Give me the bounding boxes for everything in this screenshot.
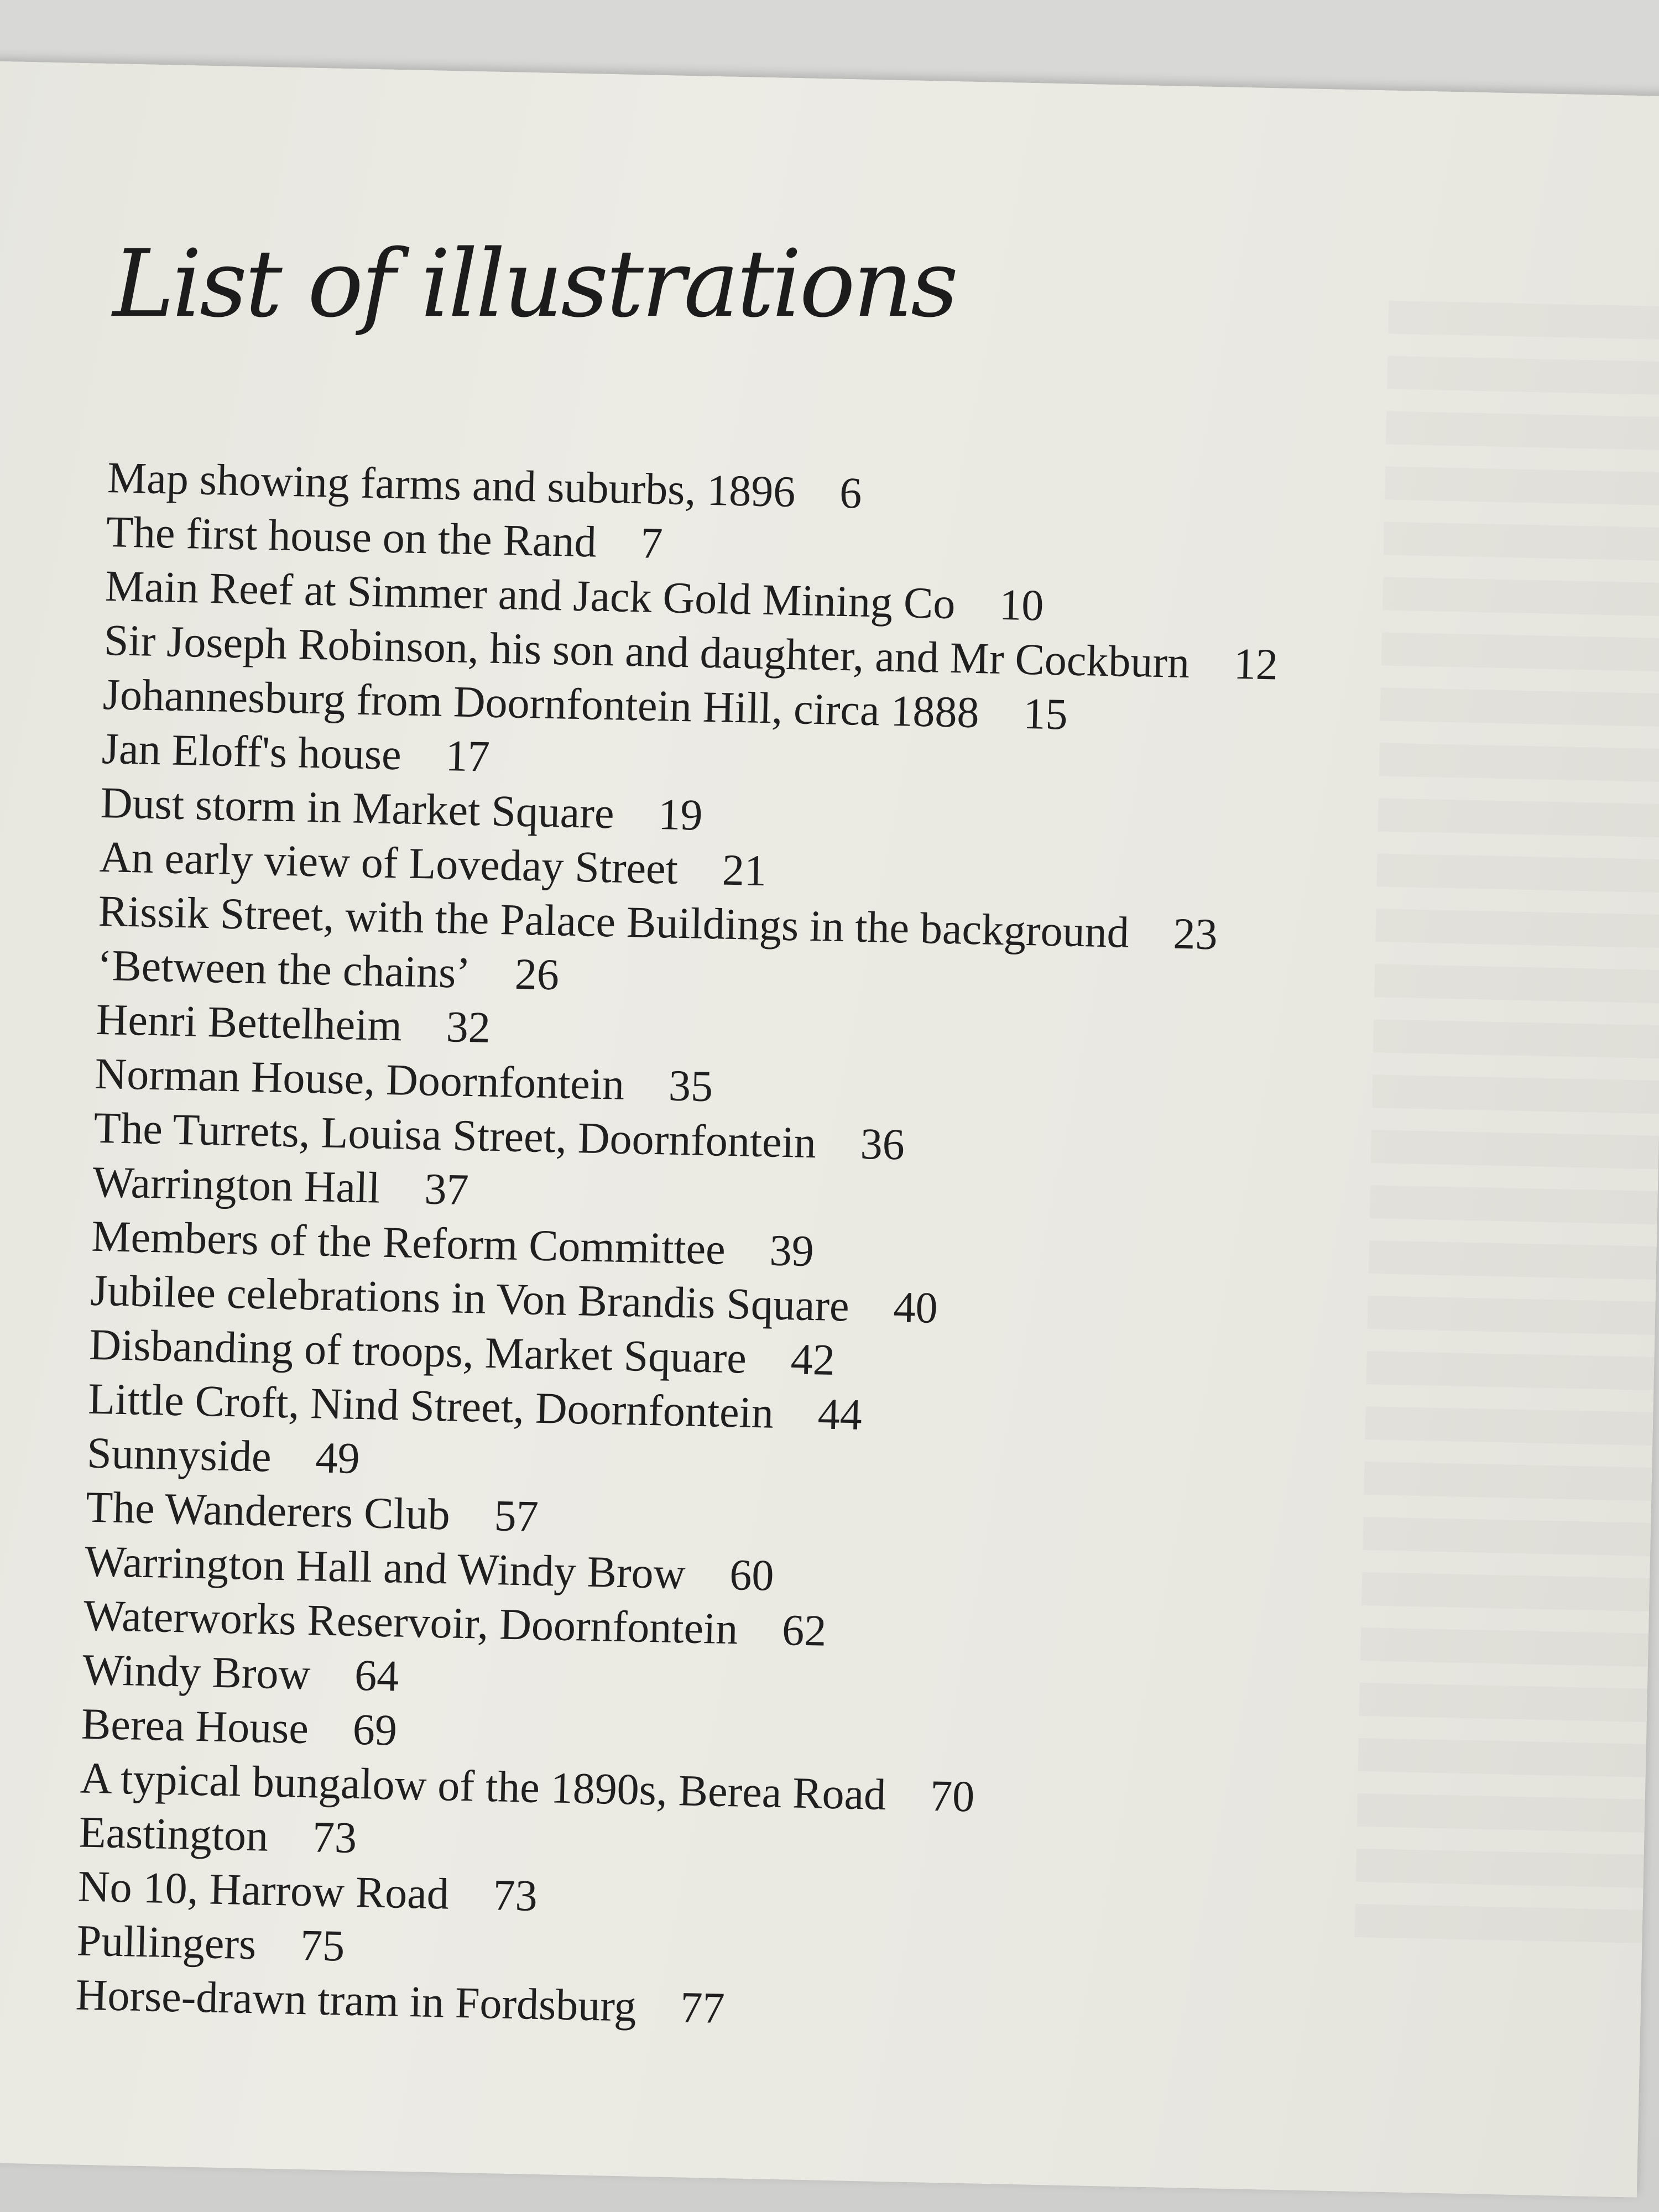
illustration-page-number: 60 bbox=[729, 1551, 775, 1600]
illustration-caption: Waterworks Reservoir, Doornfontein bbox=[83, 1591, 739, 1654]
illustration-page-number: 19 bbox=[658, 790, 703, 840]
illustration-caption: Norman House, Doornfontein bbox=[94, 1049, 625, 1109]
illustration-page-number: 21 bbox=[722, 846, 767, 896]
illustration-caption: An early view of Loveday Street bbox=[98, 832, 679, 894]
illustration-page-number: 44 bbox=[817, 1390, 863, 1440]
illustration-page-number: 73 bbox=[492, 1871, 538, 1921]
illustration-caption: Sir Joseph Robinson, his son and daughter, and Mr Cockburn bbox=[103, 616, 1190, 688]
illustration-page-number: 69 bbox=[352, 1705, 398, 1755]
illustration-caption: Windy Brow bbox=[82, 1645, 311, 1699]
illustration-page-number: 23 bbox=[1172, 909, 1218, 959]
illustration-caption: Jan Eloff's house bbox=[101, 724, 402, 780]
illustration-caption: Members of the Reform Committee bbox=[91, 1212, 726, 1274]
illustration-page-number: 26 bbox=[514, 950, 560, 1000]
illustration-caption: Jubilee celebrations in Von Brandis Square bbox=[90, 1266, 850, 1331]
illustration-page-number: 35 bbox=[668, 1061, 713, 1112]
illustration-page-number: 64 bbox=[354, 1651, 400, 1701]
illustration-page-number: 77 bbox=[680, 1983, 726, 2033]
page-title: List of illustrations bbox=[112, 229, 957, 338]
book-page bbox=[0, 61, 1659, 2198]
illustration-page-number: 42 bbox=[790, 1335, 836, 1385]
illustration-caption: Main Reef at Simmer and Jack Gold Mining Co bbox=[105, 562, 956, 629]
illustration-caption: Sunnyside bbox=[86, 1428, 272, 1481]
illustration-page-number: 36 bbox=[859, 1119, 905, 1170]
illustration-page-number: 6 bbox=[839, 468, 863, 518]
illustration-page-number: 70 bbox=[930, 1771, 975, 1822]
illustration-caption: A typical bungalow of the 1890s, Berea Road bbox=[80, 1754, 887, 1820]
illustration-caption: Johannesburg from Doornfontein Hill, circa 1888 bbox=[102, 670, 980, 738]
illustration-page-number: 12 bbox=[1233, 639, 1279, 690]
illustration-caption: Berea House bbox=[81, 1699, 309, 1754]
illustration-caption: Pullingers bbox=[76, 1916, 257, 1969]
illustration-page-number: 75 bbox=[300, 1921, 346, 1971]
illustration-page-number: 57 bbox=[493, 1491, 539, 1541]
illustration-page-number: 49 bbox=[315, 1433, 361, 1484]
illustration-page-number: 15 bbox=[1022, 689, 1068, 739]
illustration-caption: Warrington Hall bbox=[92, 1157, 381, 1213]
illustration-caption: Eastington bbox=[79, 1808, 269, 1861]
illustration-caption: Warrington Hall and Windy Brow bbox=[84, 1537, 686, 1599]
illustration-page-number: 62 bbox=[781, 1606, 827, 1656]
illustration-page-number: 39 bbox=[769, 1226, 815, 1276]
illustration-caption: Henri Bettelheim bbox=[95, 995, 403, 1051]
illustration-caption: Horse-drawn tram in Fordsburg bbox=[75, 1970, 637, 2031]
illustration-caption: The first house on the Rand bbox=[106, 508, 597, 567]
illustration-caption: No 10, Harrow Road bbox=[77, 1862, 450, 1919]
illustration-page-number: 73 bbox=[312, 1813, 357, 1863]
illustration-caption: The Wanderers Club bbox=[85, 1483, 451, 1540]
illustration-page-number: 32 bbox=[445, 1003, 491, 1052]
illustration-caption: Map showing farms and suburbs, 1896 bbox=[107, 453, 796, 517]
illustration-caption: ‘Between the chains’ bbox=[96, 941, 471, 998]
illustration-caption: Dust storm in Market Square bbox=[100, 778, 615, 838]
illustration-page-number: 10 bbox=[999, 580, 1045, 630]
illustration-page-number: 40 bbox=[893, 1283, 938, 1333]
illustration-page-number: 37 bbox=[424, 1165, 469, 1215]
illustration-page-number: 17 bbox=[445, 731, 491, 781]
illustrations-list bbox=[75, 451, 1282, 2047]
illustration-caption: The Turrets, Louisa Street, Doornfontein bbox=[93, 1103, 817, 1168]
illustration-page-number: 7 bbox=[640, 519, 664, 568]
show-through-text bbox=[1354, 301, 1659, 1965]
illustration-caption: Disbanding of troops, Market Square bbox=[88, 1320, 747, 1383]
illustration-caption: Little Croft, Nind Street, Doornfontein bbox=[87, 1374, 774, 1438]
illustration-caption: Rissik Street, with the Palace Buildings in the background bbox=[97, 886, 1130, 957]
